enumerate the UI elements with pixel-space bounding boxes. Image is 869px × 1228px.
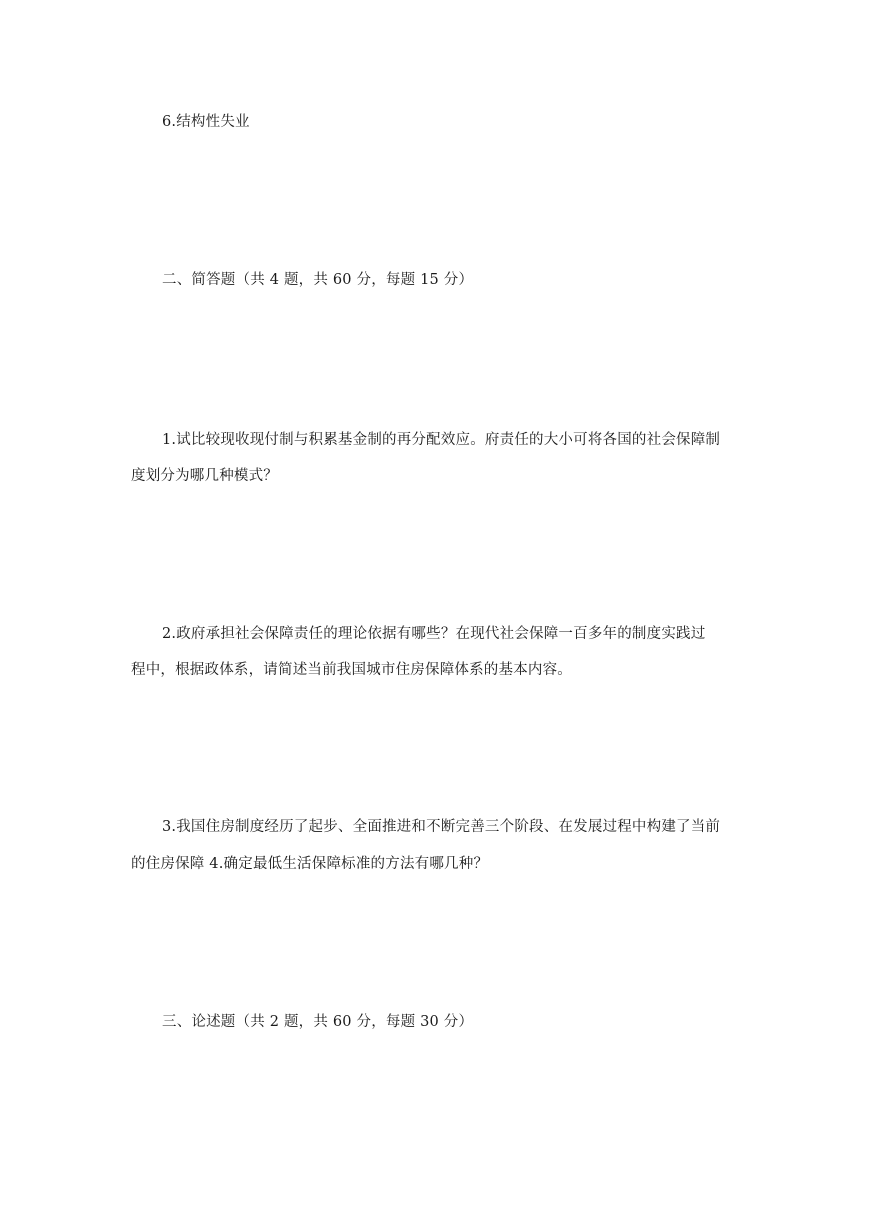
section-heading-essay: 三、论述题（共 2 题，共 60 分，每题 30 分） — [162, 1014, 474, 1030]
question-2-line-2: 程中，根据政体系，请简述当前我国城市住房保障体系的基本内容。 — [131, 662, 572, 678]
question-1-line-1: 1.试比较现收现付制与积累基金制的再分配效应。府责任的大小可将各国的社会保障制 — [162, 432, 721, 448]
question-2-line-1: 2.政府承担社会保障责任的理论依据有哪些？在现代社会保障一百多年的制度实践过 — [162, 626, 706, 642]
term-item-6: 6.结构性失业 — [162, 114, 250, 130]
section-heading-short-answer: 二、简答题（共 4 题，共 60 分，每题 15 分） — [162, 272, 474, 288]
question-3-line-2: 的住房保障 4.确定最低生活保障标准的方法有哪几种？ — [131, 856, 489, 872]
question-3-line-1: 3.我国住房制度经历了起步、全面推进和不断完善三个阶段、在发展过程中构建了当前 — [162, 819, 721, 835]
question-1-line-2: 度划分为哪几种模式？ — [131, 468, 278, 484]
